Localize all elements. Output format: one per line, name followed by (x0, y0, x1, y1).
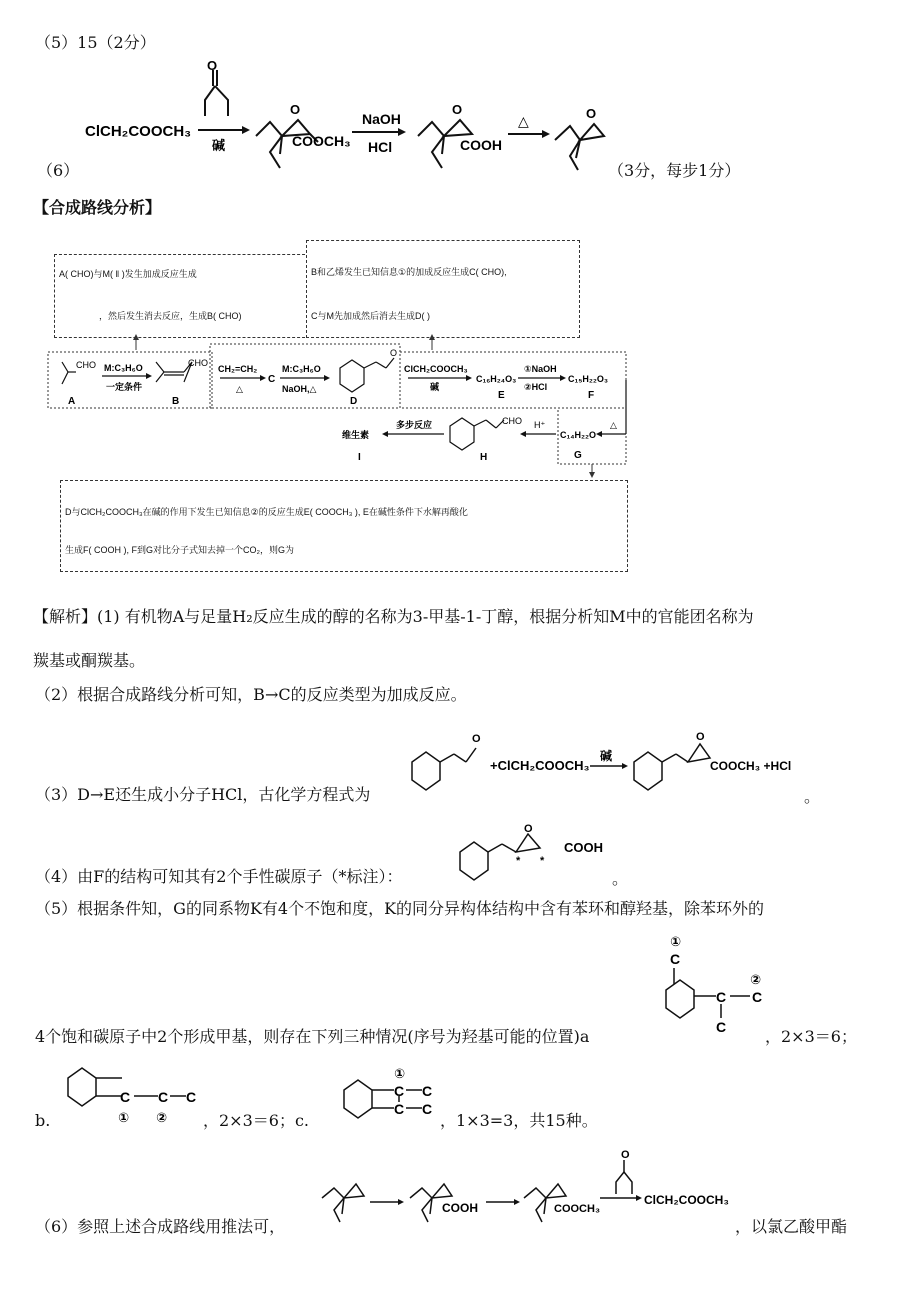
q6-score: （3分，每步1分） (608, 161, 741, 180)
q6-synthesis-route (80, 60, 620, 190)
formula-F: C₁₅H₂₂O₃ (568, 374, 609, 384)
cond-CD-top: M:C₃H₆O (282, 364, 321, 374)
B-CHO: CHO (188, 358, 208, 368)
ethylene: CH₂=CH₂ (218, 364, 258, 374)
isomer-b (62, 1056, 202, 1128)
q6-step2-bottom: HCl (368, 139, 393, 155)
isomer-a-c2: C (716, 989, 727, 1005)
label-F: F (588, 390, 595, 401)
p4-end: 。 (612, 869, 629, 888)
analysis-p4: （4）由F的结构可知其有2个手性碳原子（*标注）： (35, 867, 403, 886)
p3-eq-tail: COOCH₃ +HCl (710, 759, 792, 773)
cond-EF-bottom: ②HCl (524, 382, 548, 392)
isomer-c-circ1: ① (394, 1066, 406, 1081)
label-E: E (498, 390, 505, 401)
analysis-p1b: 羰基或酮羰基。 (33, 651, 146, 670)
q6-step1-base: 碱 (212, 138, 226, 153)
q6-reactant: ClCH₂COOCH₃ (85, 123, 192, 140)
box3-line2: 生成F( COOH ), F到G对比分子式知去掉一个CO₂，则G为 (65, 545, 294, 555)
svg-text:O: O (207, 60, 218, 73)
p6-ester: COOCH₃ (554, 1203, 601, 1215)
q6-step3-heat: △ (518, 113, 529, 129)
analysis-p3: （3）D→E还生成小分子HCl，古化学方程式为 (35, 785, 371, 804)
isomer-a-circ2: ② (750, 972, 762, 987)
cond-DE-bottom: 碱 (430, 382, 440, 392)
isomer-c-c3: C (394, 1101, 405, 1117)
svg-text:O: O (586, 106, 597, 121)
product-I: 维生素 (342, 430, 370, 440)
q6-step2-top: NaOH (362, 111, 401, 127)
isomer-a-c4: C (716, 1019, 727, 1035)
isomer-a (660, 930, 800, 1040)
p3-eq-cond: 碱 (600, 749, 613, 763)
isomer-b-c1: C (120, 1089, 131, 1105)
label-A: A (68, 396, 76, 407)
synthesis-diagram (40, 238, 634, 606)
label-C-arrow: C (268, 374, 276, 385)
label-I: I (358, 452, 361, 463)
box1-line1: A( CHO)与M( ‖ )发生加成反应生成 (59, 269, 197, 279)
p6-reagent: ClCH₂COOCH₃ (644, 1193, 729, 1207)
cond-DE-top: ClCH₂COOCH₃ (404, 364, 468, 374)
isomer-c-c2: C (422, 1083, 433, 1099)
cond-EF-top: ①NaOH (524, 364, 557, 374)
H-CHO: CHO (502, 416, 522, 426)
svg-text:O: O (524, 823, 533, 835)
q6-label: （6） (37, 161, 80, 180)
p4-group: COOH (564, 840, 603, 855)
svg-text:O: O (390, 348, 398, 358)
analysis-p6a: （6）参照上述合成路线用推法可， (35, 1217, 286, 1236)
cond-AB-bottom: 一定条件 (106, 382, 143, 392)
analysis-p5a: （5）根据条件知，G的同系物K有4个不饱和度，K的同分异构体结构中含有苯环和醇羟基，除苯环外的 (35, 899, 765, 918)
section-title: 【合成路线分析】 (33, 198, 162, 217)
box1-line2: ，然后发生消去反应，生成B( CHO) (99, 311, 242, 321)
p6-retrosynthesis (318, 1148, 748, 1226)
svg-text:*: * (540, 855, 545, 867)
cond-BC-bottom: △ (236, 384, 243, 394)
cond-FG: △ (610, 420, 617, 430)
q6-ester-group: COOCH₃ (292, 133, 351, 149)
q6-acid-group: COOH (460, 137, 502, 153)
p3-eq-plus: +ClCH₂COOCH₃ (490, 758, 590, 773)
label-B: B (172, 396, 180, 407)
label-D: D (350, 396, 358, 407)
p5c-end: ，1×3=3，共15种。 (440, 1111, 598, 1130)
p6-end: ，以氯乙酸甲酯 (735, 1217, 848, 1236)
analysis-p5b: 4个饱和碳原子中2个形成甲基，则存在下列三种情况(序号为羟基可能的位置)a (35, 1027, 590, 1046)
isomer-c (338, 1064, 448, 1128)
svg-text:O: O (472, 733, 481, 745)
analysis-p1a: 【解析】(1) 有机物A与足量H₂反应生成的醇的名称为3-甲基-1-丁醇，根据分析知M中的官能团名称为 (33, 607, 754, 626)
label-G: G (574, 450, 582, 461)
p3-end: 。 (804, 787, 821, 806)
cond-GH: H⁺ (534, 420, 546, 430)
box3-line1: D与ClCH₂COOCH₃在碱的作用下发生已知信息②的反应生成E( COOCH₃ ), E在碱性条件下水解再酸化 (65, 507, 468, 517)
box2-line1: B和乙烯发生已知信息①的加成反应生成C( CHO), (311, 267, 507, 277)
svg-text:O: O (621, 1149, 630, 1161)
A-CHO: CHO (76, 360, 96, 370)
analysis-p2: （2）根据合成路线分析可知，B→C的反应类型为加成反应。 (35, 685, 467, 704)
cond-AB-top: M:C₃H₆O (104, 363, 143, 373)
isomer-a-c3: C (752, 989, 763, 1005)
p4-structure (452, 822, 622, 886)
isomer-c-c4: C (422, 1101, 433, 1117)
svg-text:*: * (516, 855, 521, 867)
svg-text:O: O (452, 102, 463, 117)
svg-text:O: O (696, 731, 705, 743)
isomer-b-c3: C (186, 1089, 197, 1105)
cond-HI: 多步反应 (396, 420, 433, 430)
analysis-box-3 (60, 480, 628, 572)
box2-line2: C与M先加成然后消去生成D( ) (311, 311, 430, 321)
label-H: H (480, 452, 488, 463)
p5c-mid: ，2×3＝6；c. (203, 1111, 309, 1130)
isomer-b-circ2: ② (156, 1110, 168, 1125)
isomer-b-c2: C (158, 1089, 169, 1105)
cond-CD-bottom: NaOH,△ (282, 384, 317, 394)
isomer-a-circ1: ① (670, 934, 682, 949)
p5b-tail: ，2×3＝6； (765, 1027, 857, 1046)
formula-G: C₁₄H₂₂O (560, 430, 597, 440)
isomer-b-circ1: ① (118, 1110, 130, 1125)
p6-acid: COOH (442, 1201, 478, 1215)
q5-answer: （5）15（2分） (35, 33, 156, 52)
isomer-c-c1: C (394, 1083, 405, 1099)
isomer-a-c1: C (670, 951, 681, 967)
p5c-b: b. (35, 1111, 51, 1130)
formula-E: C₁₆H₂₄O₃ (476, 374, 517, 384)
p3-equation (400, 718, 820, 802)
svg-text:O: O (290, 102, 301, 117)
